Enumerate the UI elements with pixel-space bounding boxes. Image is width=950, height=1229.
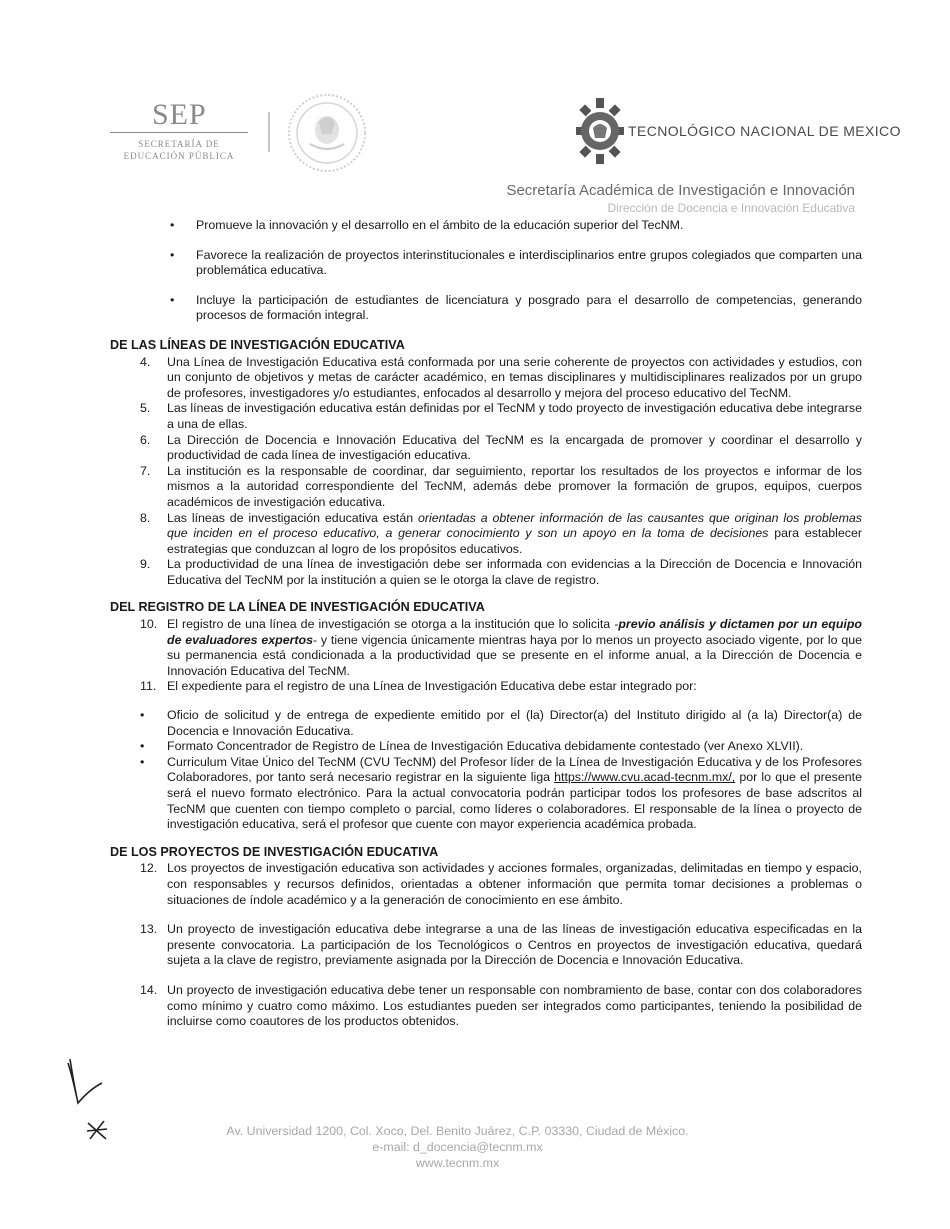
section-heading-registro: DEL REGISTRO DE LA LÍNEA DE INVESTIGACIÓN EDUCATIVA — [110, 600, 485, 615]
numbered-item — [110, 401, 862, 432]
numbered-item — [110, 433, 862, 464]
tecnm-name: TECNOLÓGICO NACIONAL DE MEXICO — [628, 123, 901, 139]
cvu-link[interactable]: https://www.cvu.acad-tecnm.mx/, — [554, 770, 736, 785]
item-text: Las líneas de investigación educativa están — [167, 510, 418, 525]
item-number: 9. — [140, 557, 151, 572]
numbered-item — [110, 464, 862, 511]
item-text: La productividad de una línea de investigación debe ser informada con evidencias a la Dirección de Docencia e Innovación Educativa del TecNM por la institución a quien se le otorga la clave de registro. — [167, 557, 862, 587]
item-number: 13. — [140, 922, 158, 937]
item-number: 14. — [140, 982, 158, 997]
item-number: 11. — [140, 679, 157, 694]
numbered-item — [110, 617, 862, 679]
direccion-docencia-subtitle: Dirección de Docencia e Innovación Educativa — [607, 201, 855, 215]
item-text: Los proyectos de investigación educativa son actividades y acciones formales, organizadas, delimitadas en tiempo y espacio, con responsables y recursos definidos, orientadas a obtener información que permita tomar decisiones a problemas o situaciones de índole académico y a la generación de conocimiento en ese ámbito. — [167, 861, 862, 907]
numbered-item — [110, 679, 862, 695]
national-seal-icon — [286, 92, 368, 174]
item-text: para establecer estrategias que conduzcan al logro de los propósitos educativos. — [167, 526, 862, 556]
numbered-item — [110, 355, 862, 402]
item-number: 10. — [140, 617, 158, 632]
intro-bullet: • Promueve la innovación y el desarrollo en el ámbito de la educación superior del TecNM. — [110, 218, 862, 234]
expediente-bullet: • Oficio de solicitud y de entrega de expediente emitido por el (la) Director(a) del Instituto dirigido al (a la) Director(a) de Docencia e Innovación Educativa. — [110, 708, 862, 739]
item-text: Un proyecto de investigación educativa debe tener un responsable con nombramiento de base, contar con dos colaboradores como mínimo y cuatro como máximo. Los estudiantes pueden ser integrados como participantes, teniendo la posibilidad de incluirse como coautores de los productos obtenidos. — [167, 982, 862, 1029]
item-number: 12. — [140, 861, 158, 876]
item-number: 8. — [140, 510, 151, 525]
item-text-bold-italic: previo análisis y dictamen por un equipo de evaluadores expertos — [167, 617, 862, 647]
item-number: 5. — [140, 401, 151, 416]
sep-logo-subtitle — [110, 138, 248, 162]
handwritten-initials-icon — [64, 1055, 108, 1107]
expediente-bullet: • Formato Concentrador de Registro de Línea de Investigación Educativa debidamente contestado (ver Anexo XLVII). — [110, 739, 862, 755]
footer-address: Av. Universidad 1200, Col. Xoco, Del. Benito Juárez, C.P. 03330, Ciudad de México. — [226, 1124, 689, 1138]
item-number: 6. — [140, 432, 151, 447]
sep-subtitle-line-2: EDUCACIÓN PÚBLICA — [123, 151, 235, 161]
item-text: La institución es la responsable de coordinar, dar seguimiento, reportar los resultados de los proyectos e informar de los mismos a la autoridad correspondiente del TecNM, además debe promover la formación de grupos, equipos, cuerpos académicos de investigación educativa. — [167, 463, 862, 509]
intro-bullet: • Favorece la realización de proyectos interinstitucionales e interdisciplinarios entre grupos colegiados que comparten una problemática educativa. — [110, 248, 862, 279]
item-text: Las líneas de investigación educativa están definidas por el TecNM y todo proyecto de investigación educativa debe integrarse a una de ellas. — [167, 401, 862, 431]
numbered-item — [110, 983, 862, 1030]
sep-logo-rule — [110, 132, 248, 133]
item-number: 7. — [140, 463, 151, 478]
cvu-text: por lo que el presente será el nuevo formato electrónico. Para la actual convocatoria podrán participar todos los profesores de base adscritos al TecNM que cuenten con tiempo completo o parcial, como líderes o colaboradores. El responsable de la línea o proyecto de investigación educativa, será el profesor que cuente con mayor experiencia académica probada. — [167, 770, 862, 832]
intro-bullet: • Incluye la participación de estudiantes de licenciatura y posgrado para el desarrollo de competencias, generando procesos de formación integral. — [110, 293, 862, 324]
numbered-item — [110, 922, 862, 969]
item-text: La Dirección de Docencia e Innovación Educativa del TecNM es la encargada de promover y coordinar el desarrollo y productividad de cada línea de investigación educativa. — [167, 432, 862, 463]
numbered-item — [110, 557, 862, 588]
item-text-italic: orientadas a obtener información de las causantes que originan los problemas que inciden en el proceso educativo, a generar conocimiento y son un apoyo en la toma de decisiones — [167, 510, 862, 541]
page-footer — [0, 1123, 915, 1171]
item-text: Una Línea de Investigación Educativa está conformada por una serie coherente de proyectos con actividades y estudios, con un conjunto de objetivos y metas de carácter académico, en temas disciplinares y multidisciplinares realizados por un grupo de profesores, investigadores y/o estudiantes, enfocados al desarrollo y mejora del proceso educativo del TecNM. — [167, 354, 862, 400]
item-text: El expediente para el registro de una Línea de Investigación Educativa debe estar integrado por: — [167, 679, 697, 694]
item-text: - y tiene vigencia únicamente mientras haya por lo menos un proyecto asociado vigente, por lo que su permanencia está condicionada a la productividad que se presente en el informe anual, a la Dirección de Docencia e Innovación Educativa del TecNM. — [167, 632, 862, 678]
footer-email: e-mail: d_docencia@tecnm.mx — [372, 1140, 543, 1154]
sep-subtitle-line-1: SECRETARÍA DE — [138, 139, 220, 149]
item-text: Un proyecto de investigación educativa debe integrarse a una de las líneas de investigación educativa especificadas en la presente convocatoria. La participación de los Tecnológicos o Centros en proyectos de investigación educativa, quedará sujeta a la clave de registro, previamente asignada por la Dirección de Docencia e Innovación Educativa. — [167, 922, 862, 968]
section-heading-lineas: DE LAS LÍNEAS DE INVESTIGACIÓN EDUCATIVA — [110, 337, 405, 352]
sep-logo-text: SEP — [152, 98, 207, 131]
tecnm-gear-logo-icon — [576, 98, 624, 164]
cvu-text: Curriculum Vitae Único del TecNM (CVU TecNM) del Profesor líder de la Línea de Investigación Educativa y de los Profesores Colaboradores, por tanto será necesario registrar en la siguiente liga — [167, 754, 862, 785]
item-text: El registro de una línea de investigación se otorga a la institución que lo solicita - — [167, 617, 619, 632]
numbered-item — [110, 861, 862, 908]
document-body — [110, 218, 862, 1030]
header-divider — [268, 112, 270, 152]
footer-website: www.tecnm.mx — [415, 1156, 500, 1170]
numbered-item — [110, 511, 862, 558]
item-number: 4. — [140, 354, 151, 369]
expediente-bullet-cvu — [110, 755, 862, 833]
secretaria-academica-title: Secretaría Académica de Investigación e Innovación — [506, 182, 855, 199]
section-heading-proyectos: DE LOS PROYECTOS DE INVESTIGACIÓN EDUCATIVA — [110, 844, 439, 859]
